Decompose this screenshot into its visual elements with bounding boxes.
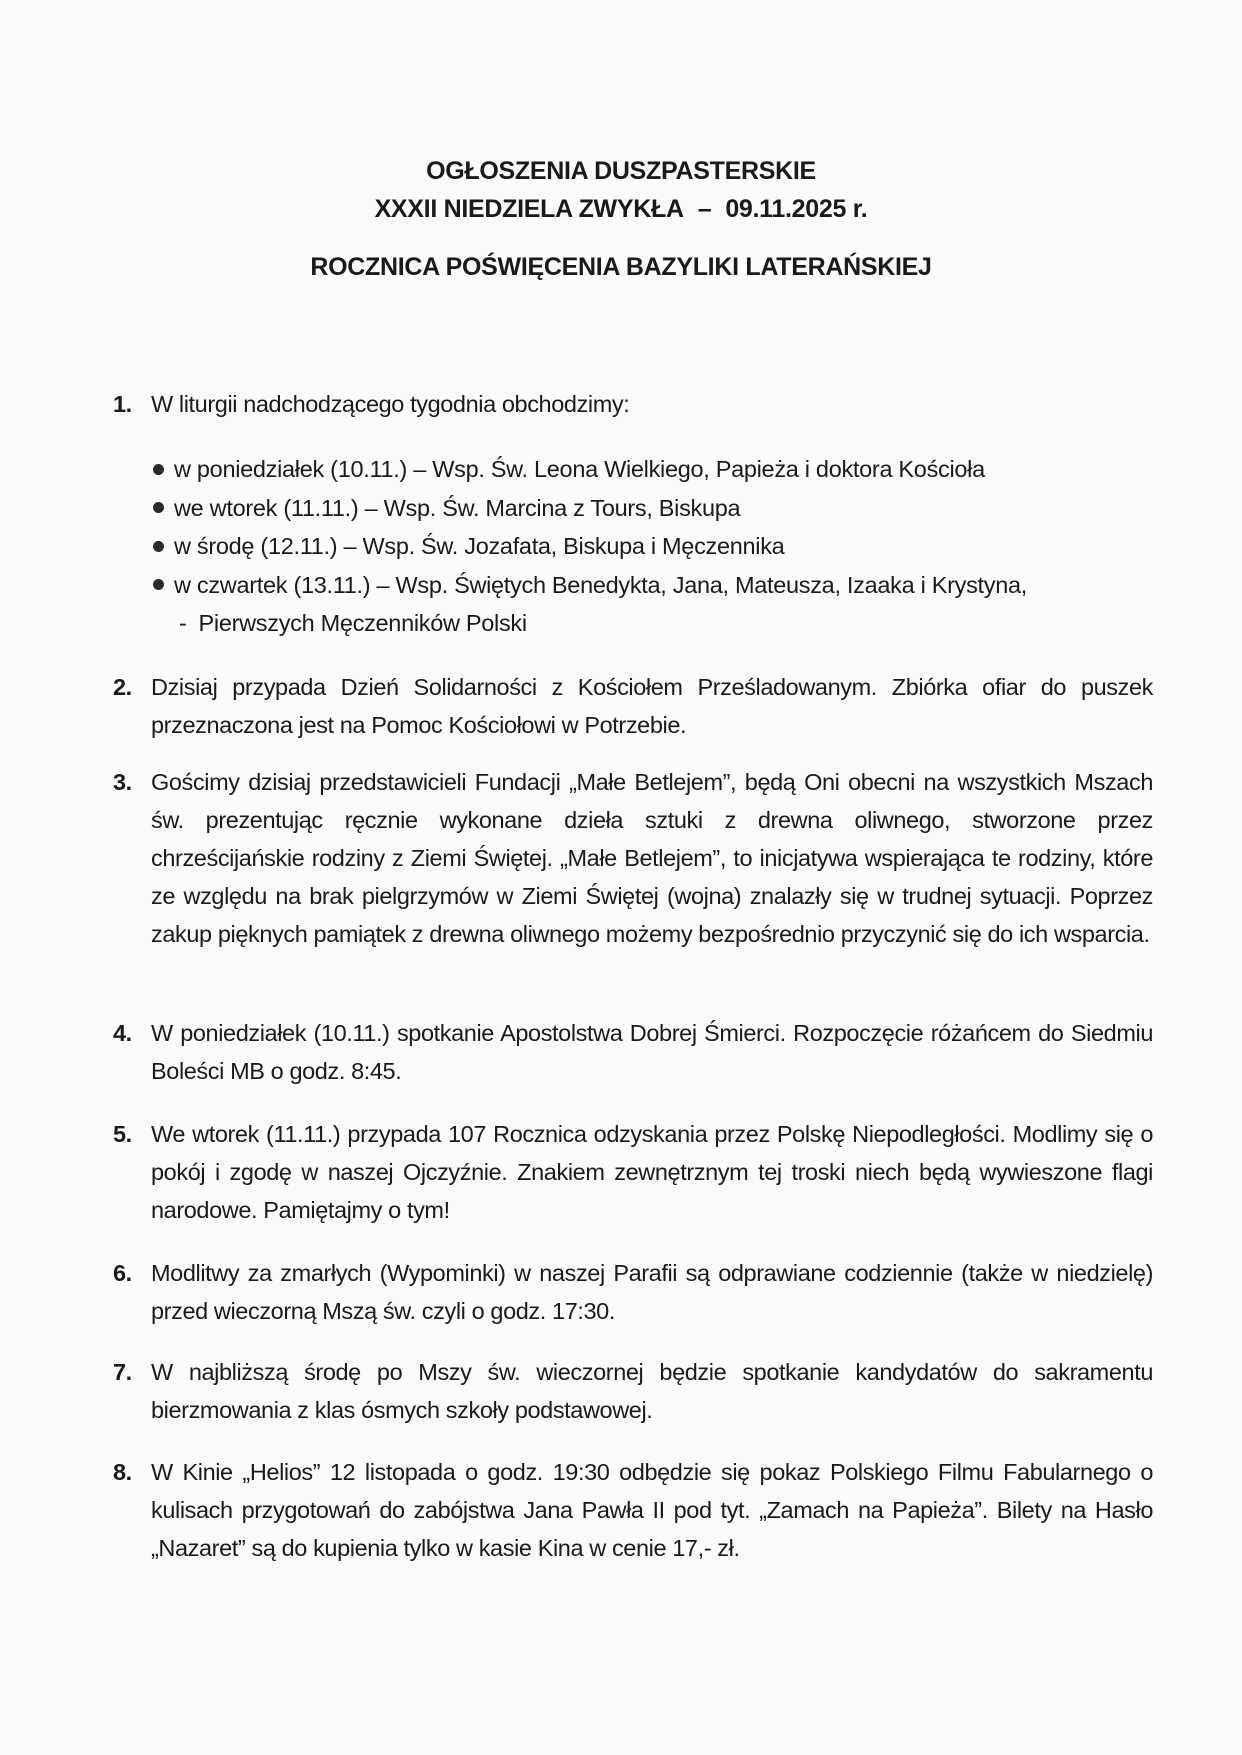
bullet-icon (153, 502, 164, 513)
item-text: Dzisiaj przypada Dzień Solidarności z Kościołem Prześladowanym. Zbiórka ofiar do puszek przeznaczona jest na Pomoc Kościołowi w Potrzebie. (151, 674, 1153, 738)
list-item (153, 566, 1027, 605)
item-number: 5. (113, 1121, 132, 1147)
feast-title: ROCZNICA POŚWIĘCENIA BAZYLIKI LATERAŃSKIEJ (310, 253, 932, 281)
announcement-2 (113, 668, 1153, 744)
announcement-7 (113, 1353, 1153, 1429)
item-text: Gościmy dzisiaj przedstawicieli Fundacji „Małe Betlejem”, będą Oni obecni na wszystkich Mszach św. prezentując ręcznie wykonane dzieła sztuki z drewna oliwnego, stworzone przez chrześcijańskie rodziny z Ziemi Świętej. „Małe Betlejem”, to inicjatywa wspierająca te rodziny, które ze względu na brak pielgrzymów w Ziemi Świętej (wojna) znalazły się w trudnej sytuacji. Poprzez zakup pięknych pamiątek z drewna oliwnego możemy bezpośrednio przyczynić się do ich wsparcia. (151, 769, 1153, 947)
list-item (153, 527, 1027, 566)
separator-dash: – (697, 195, 712, 223)
announcement-6 (113, 1254, 1153, 1330)
announcement-1 (113, 385, 1153, 423)
list-item (153, 450, 1027, 489)
item-text: Modlitwy za zmarłych (Wypominki) w naszej Parafii są odprawiane codziennie (także w niedzielę) przed wieczorną Mszą św. czyli o godz. 17:30. (151, 1260, 1153, 1324)
announcement-3 (113, 763, 1153, 953)
announcement-4 (113, 1014, 1153, 1090)
document-title: OGŁOSZENIA DUSZPASTERSKIE (426, 157, 816, 185)
item-text: W Kinie „Helios” 12 listopada o godz. 19:30 odbędzie się pokaz Polskiego Filmu Fabularnego o kulisach przygotowań do zabójstwa Jana Pawła II pod tyt. „Zamach na Papieża”. Bilety na Hasło „Nazaret” są do kupienia tylko w kasie Kina w cenie 17,- zł. (151, 1459, 1153, 1561)
item-text: W najbliższą środę po Mszy św. wieczornej będzie spotkanie kandydatów do sakramentu bierzmowania z klas ósmych szkoły podstawowej. (151, 1359, 1153, 1423)
item-text: W liturgii nadchodzącego tygodnia obchodzimy: (151, 391, 630, 417)
item-number: 2. (113, 674, 132, 700)
list-item-text: w środę (12.11.) – Wsp. Św. Jozafata, Biskupa i Męczennika (174, 533, 785, 559)
list-item-continuation (153, 604, 1027, 643)
date: 09.11.2025 r. (725, 195, 868, 223)
item-number: 6. (113, 1260, 132, 1286)
announcement-5 (113, 1115, 1153, 1229)
item-text: We wtorek (11.11.) przypada 107 Rocznica odzyskania przez Polskę Niepodległości. Modlimy się o pokój i zgodę w naszej Ojczyźnie. Znakiem zewnętrznym tej troski niech będą wywieszone flagi narodowe. Pamiętajmy o tym! (151, 1121, 1153, 1223)
list-item (153, 489, 1027, 528)
item-number: 4. (113, 1020, 132, 1046)
item-number: 1. (113, 391, 132, 417)
liturgy-week-list (153, 450, 1027, 643)
list-item-text: w poniedziałek (10.11.) – Wsp. Św. Leona Wielkiego, Papieża i doktora Kościoła (174, 456, 985, 482)
list-item-text: w czwartek (13.11.) – Wsp. Świętych Benedykta, Jana, Mateusza, Izaaka i Krystyna, (174, 571, 1027, 598)
item-number: 3. (113, 769, 132, 795)
item-number: 8. (113, 1459, 132, 1485)
sunday-line (0, 195, 1242, 224)
dash: - (179, 610, 187, 636)
list-item-text: we wtorek (11.11.) – Wsp. Św. Marcina z Tours, Biskupa (174, 494, 741, 521)
list-item-text: Pierwszych Męczenników Polski (198, 610, 527, 636)
announcement-8 (113, 1453, 1153, 1567)
item-text: W poniedziałek (10.11.) spotkanie Apostolstwa Dobrej Śmierci. Rozpoczęcie różańcem do Siedmiu Boleści MB o godz. 8:45. (151, 1020, 1153, 1084)
bullet-icon (153, 541, 164, 552)
item-number: 7. (113, 1359, 132, 1385)
sunday-name: XXXII NIEDZIELA ZWYKŁA (374, 195, 684, 223)
bullet-icon (153, 464, 164, 475)
bullet-icon (153, 579, 164, 590)
